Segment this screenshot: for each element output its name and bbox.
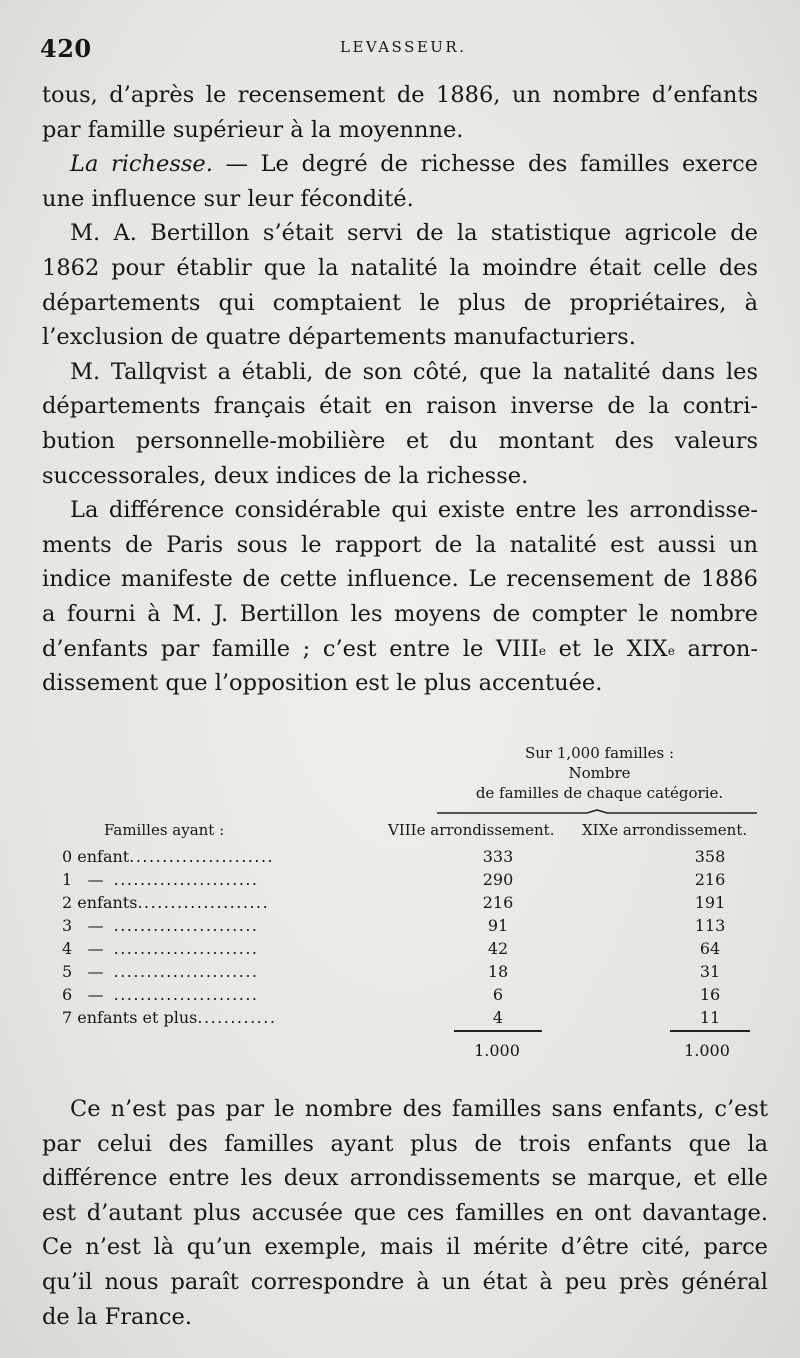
total-xix: 1.000 bbox=[684, 1041, 730, 1060]
text-line: est d’autant plus accusée que ces familles en ont davantage. bbox=[42, 1199, 768, 1226]
text-line: tous, d’après le recensement de 1886, un nombre d’enfants bbox=[42, 82, 758, 108]
text-line: par celui des familles ayant plus de trois enfants que la bbox=[42, 1130, 768, 1157]
cell-xix: 358 bbox=[694, 847, 726, 866]
sum-rule bbox=[670, 1030, 750, 1032]
table-row: 7 enfants et plus............ 4 11 bbox=[42, 1008, 762, 1031]
text-line: Ce n’est là qu’un exemple, mais il mérite d’être cité, parce bbox=[42, 1234, 768, 1261]
statistics-table bbox=[42, 743, 762, 1073]
cell-viii: 333 bbox=[482, 847, 514, 866]
text-line: de la France. bbox=[42, 1303, 192, 1330]
cell-xix: 113 bbox=[694, 916, 726, 935]
cell-viii: 91 bbox=[487, 916, 509, 935]
brace-divider bbox=[437, 809, 757, 815]
cell-viii: 18 bbox=[487, 962, 509, 981]
cell-xix: 191 bbox=[694, 893, 726, 912]
cell-viii: 42 bbox=[487, 939, 509, 958]
column-header-xix: XIXe arrondissement. bbox=[582, 821, 748, 839]
table-row: 4 — ...................... 42 64 bbox=[42, 939, 762, 962]
text-line: bution personnelle-mobilière et du montant des valeurs bbox=[42, 427, 758, 454]
table-row: 3 — ...................... 91 113 bbox=[42, 916, 762, 939]
text-line: 1862 pour établir que la natalité la moindre était celle des bbox=[42, 254, 758, 281]
running-head: LEVASSEUR. bbox=[340, 38, 467, 56]
text-line: l’exclusion de quatre départements manufacturiers. bbox=[42, 324, 636, 351]
text-line: successorales, deux indices de la richesse. bbox=[42, 462, 529, 489]
text-line: départements qui comptaient le plus de propriétaires, à bbox=[42, 289, 758, 316]
cell-xix: 216 bbox=[694, 870, 726, 889]
text-line: par famille supérieur à la moyennne. bbox=[42, 116, 464, 143]
table-row: 2 enfants.................... 216 191 bbox=[42, 893, 762, 916]
body-text-bottom bbox=[42, 1092, 768, 1334]
cell-xix: 64 bbox=[699, 939, 721, 958]
sum-rule bbox=[454, 1030, 542, 1032]
text-line: ments de Paris sous le rapport de la natalité est aussi un bbox=[42, 531, 758, 558]
total-viii: 1.000 bbox=[474, 1041, 520, 1060]
column-header-viii: VIIIe arrondissement. bbox=[388, 821, 555, 839]
text-line: qu’il nous paraît correspondre à un état à peu près général bbox=[42, 1268, 768, 1295]
table-column-group-head: Sur 1,000 familles : Nombre de familles de chaque catégorie. bbox=[475, 744, 724, 802]
text-line: M. Tallqvist a établi, de son côté, que la natalité dans les bbox=[70, 358, 758, 385]
cell-viii: 6 bbox=[492, 985, 504, 1004]
page-number: 420 bbox=[40, 34, 92, 63]
table-row: 5 — ...................... 18 31 bbox=[42, 962, 762, 985]
page-header bbox=[40, 34, 770, 64]
text-line: M. A. Bertillon s’était servi de la statistique agricole de bbox=[70, 220, 758, 247]
text-line: départements français était en raison inverse de la contri- bbox=[42, 393, 758, 420]
text-line: d’enfants par famille ; c’est entre le VIIIe et le XIXe arron- bbox=[42, 635, 758, 662]
text-line: dissement que l’opposition est le plus accentuée. bbox=[42, 670, 603, 697]
section-heading: La richesse. bbox=[70, 151, 213, 178]
text-line: indice manifeste de cette influence. Le recensement de 1886 bbox=[42, 566, 758, 593]
cell-viii: 216 bbox=[482, 893, 514, 912]
text-line: différence entre les deux arrondissements se marque, et elle bbox=[42, 1165, 768, 1192]
text-line: La différence considérable qui existe entre les arrondisse- bbox=[70, 497, 758, 524]
cell-viii: 290 bbox=[482, 870, 514, 889]
cell-xix: 16 bbox=[699, 985, 721, 1004]
text-line: une influence sur leur fécondité. bbox=[42, 185, 414, 212]
table-row: 6 — ...................... 6 16 bbox=[42, 985, 762, 1008]
column-header-families: Familles ayant : bbox=[104, 821, 225, 839]
text-line: a fourni à M. J. Bertillon les moyens de compter le nombre bbox=[42, 600, 758, 627]
text-line: La richesse. — Le degré de richesse des familles exerce bbox=[70, 151, 758, 178]
table-row: 0 enfant...................... 333 358 bbox=[42, 847, 762, 870]
cell-viii: 4 bbox=[492, 1008, 504, 1027]
text-line: Ce n’est pas par le nombre des familles sans enfants, c’est bbox=[70, 1096, 768, 1122]
cell-xix: 31 bbox=[699, 962, 721, 981]
body-text-top bbox=[42, 78, 758, 701]
table-row: 1 — ...................... 290 216 bbox=[42, 870, 762, 893]
cell-xix: 11 bbox=[699, 1008, 721, 1027]
